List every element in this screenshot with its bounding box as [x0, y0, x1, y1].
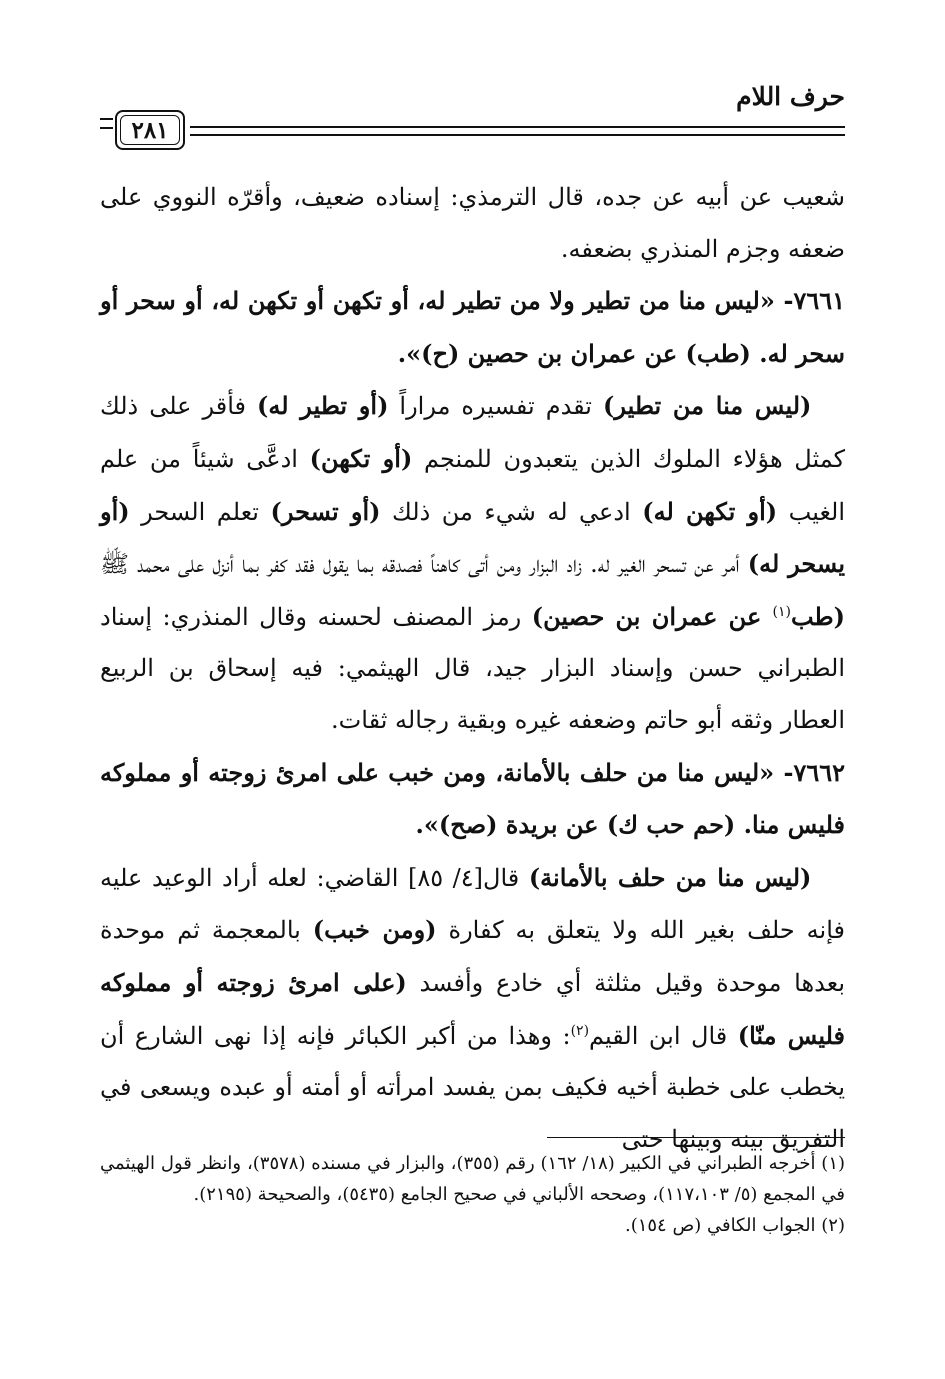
header-rule: [190, 126, 845, 136]
quoted-phrase: (ليس منا من تطير): [602, 391, 812, 421]
paragraph-continuation: [100, 172, 845, 275]
quoted-phrase: (ومن خبب): [312, 915, 437, 945]
commentary-text: قال ابن القيم: [589, 1021, 738, 1050]
footnote-2: (٢) الجواب الكافي (ص ١٥٤).: [624, 1215, 845, 1236]
commentary-text: تقدم تفسيره مراراً: [388, 392, 603, 421]
quoted-phrase: (أو تكهن له): [642, 496, 778, 526]
quoted-phrase: (أو تطير له): [256, 391, 389, 421]
paragraph-text: شعيب عن أبيه عن جده، قال الترمذي: إسناده ضعيف، وأقرّه النووي على ضعفه وجزم المنذري بضعفه.: [100, 183, 845, 263]
commentary-text: أمر عن تسحر الغير له. زاد البزار ومن أتى كاهناً فصدقه بما يقول فقد كفر بما أنزل على محمد ﷺ: [100, 550, 748, 579]
hadith-text: ٧٦٦١- «ليس منا من تطير ولا من تطير له، أو تكهن أو تكهن له، أو سحر أو سحر له. (طب) عن عمران بن حصين (ح)».: [100, 286, 845, 368]
page-number-text: ٢٨١: [131, 116, 169, 144]
hadith-text: ٧٦٦٢- «ليس منا من حلف بالأمانة، ومن خبب على امرئ زوجته أو مملوكه فليس منا. (حم حب ك) عن بريدة (صح)».: [100, 757, 845, 840]
quoted-phrase: (أو يسحر له): [100, 496, 845, 579]
quoted-phrase: (ليس منا من حلف بالأمانة): [528, 862, 812, 892]
commentary-text: قال[٤/ ٨٥] القاضي: لعله أراد الوعيد عليه فإنه حلف بغير الله ولا يتعلق به كفارة: [100, 863, 846, 945]
footnotes: [100, 1148, 845, 1241]
quoted-phrase: (على امرئ زوجته أو مملوكه فليس منّا): [100, 967, 846, 1050]
hadith-7661: [100, 275, 845, 380]
commentary-text: تعلم السحر: [129, 497, 271, 526]
commentary-text: فأقر على ذلك كمثل هؤلاء الملوك الذين يتعبدون للمنجم: [100, 392, 845, 473]
commentary-text: ادعَّى شيئاً من علم الغيب: [100, 444, 846, 526]
commentary-7661: [100, 380, 845, 746]
footnote-1: (١) أخرجه الطبراني في الكبير (١٨/ ١٦٢) رقم (٣٥٥)، والبزار في مسنده (٣٥٧٨)، وانظر قول الهيثمي في المجمع (٥/ ١١٧،١٠٣)، وصححه الألباني في صحيح الجامع (٥٤٣٥)، والصحيحة (٢١٩٥).: [100, 1153, 846, 1205]
commentary-text: ادعي له شيء من ذلك: [380, 497, 643, 526]
commentary-text: : وهذا من أكبر الكبائر فإنه إذا نهى الشارع أن يخطب على خطبة أخيه فكيف بمن يفسد امرأته أو أمته أو عبده ويسعى في التفريق بينه وبينها حتى: [100, 1021, 845, 1153]
footnote-ref-2[interactable]: (٢): [570, 1022, 590, 1039]
footnote-ref-1[interactable]: (١): [772, 603, 791, 620]
quoted-phrase: (أو تكهن): [309, 443, 413, 473]
commentary-text: بالمعجمة ثم موحدة بعدها موحدة وقيل مثلثة أي خادع وأفسد: [100, 916, 845, 997]
quoted-phrase: (طب: [790, 601, 845, 631]
main-text: [100, 172, 845, 1165]
commentary-7662: [100, 852, 845, 1166]
hadith-7662: [100, 747, 845, 852]
quoted-phrase: (أو تسحر): [270, 496, 381, 526]
running-title: حرف اللام: [736, 82, 845, 111]
footnote-separator: [547, 1137, 845, 1138]
page-number: [115, 110, 185, 150]
header-rule-end-mark: [100, 118, 113, 129]
quoted-phrase: عن عمران بن حصين): [531, 601, 773, 631]
commentary-text: رمز المصنف لحسنه وقال المنذري: إسناد الطبراني حسن وإسناد البزار جيد، قال الهيثمي: فيه إسحاق بن الربيع العطار وثقه أبو حاتم وضعفه غيره وبقية رجاله ثقات.: [100, 602, 845, 734]
